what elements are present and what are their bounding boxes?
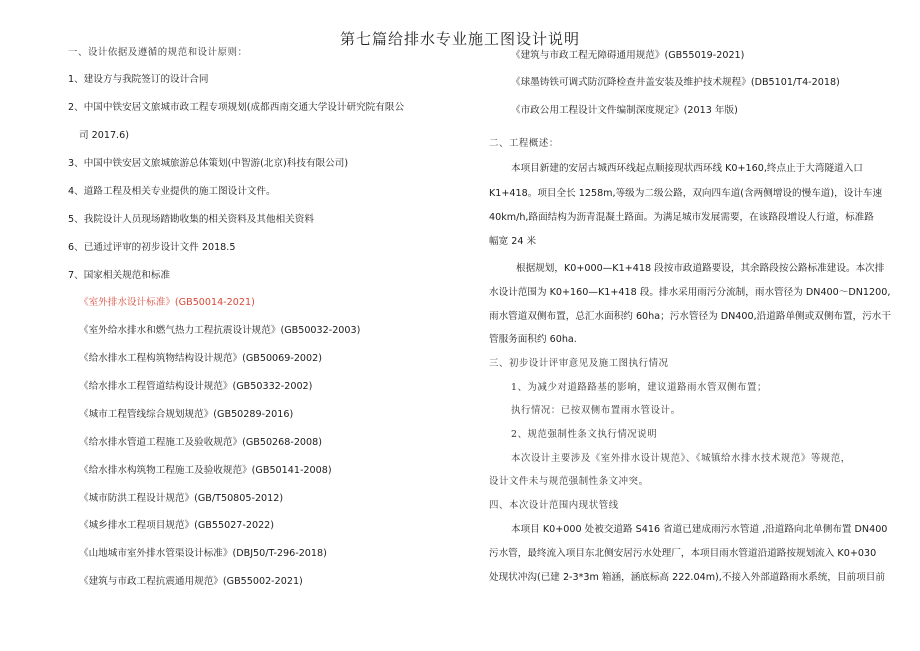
- basis-item: 6、已通过评审的初步设计文件 2018.5: [68, 242, 236, 253]
- standard-item: 《城市防洪工程设计规范》(GB/T50805-2012): [79, 493, 284, 504]
- standard-item-highlighted: 《室外排水设计标准》(GB50014-2021): [79, 297, 255, 308]
- basis-item: 1、建设方与我院签订的设计合同: [68, 74, 209, 85]
- section-heading-basis: 一、设计依据及遵循的规范和设计原则：: [68, 47, 248, 58]
- pipeline-line: 本项目 K0+000 处被交道路 S416 省道已建成雨污水管道 ,沿道路向北单侧布置 DN400: [511, 524, 888, 535]
- section-heading-overview: 二、工程概述：: [489, 138, 559, 149]
- pipeline-line: 污水管，最终流入项目东北侧安居污水处理厂，本项目雨水管道沿道路按规划流入 K0+030: [489, 548, 877, 559]
- plan-line: 水设计范围为 K0+160—K1+418 段。排水采用雨污分流制，雨水管径为 DN400～DN1200,: [489, 287, 891, 298]
- standard-item: 《给水排水管道工程施工及验收规范》(GB50268-2008): [79, 437, 322, 448]
- standard-item: 《市政公用工程设计文件编制深度规定》(2013 年版): [511, 105, 738, 116]
- review-item: 2、规范强制性条文执行情况说明: [511, 429, 658, 440]
- standard-item: 《给水排水构筑物工程施工及验收规范》(GB50141-2008): [79, 465, 332, 476]
- plan-line: 雨水管道双侧布置，总汇水面积约 60ha；污水管径为 DN400,沿道路单侧或双侧布置，污水干: [489, 311, 891, 322]
- standard-item: 《城乡排水工程项目规范》(GB55027-2022): [79, 520, 275, 531]
- standard-item: 《建筑与市政工程抗震通用规范》(GB55002-2021): [79, 576, 303, 587]
- basis-item: 5、我院设计人员现场踏勘收集的相关资料及其他相关资料: [68, 214, 314, 225]
- mandatory-line: 本次设计主要涉及《室外排水设计规范》、《城镇给水排水技术规范》等规范，: [511, 453, 851, 464]
- overview-line: 40km/h,路面结构为沥青混凝土路面。为满足城市发展需要，在该路段增设人行道，标准路: [489, 212, 874, 223]
- standard-item: 《给水排水工程管道结构设计规范》(GB50332-2002): [79, 381, 313, 392]
- basis-item-continuation: 司 2017.6): [79, 130, 129, 141]
- standard-item: 《室外给水排水和燃气热力工程抗震设计规范》(GB50032-2003): [79, 325, 361, 336]
- mandatory-line: 设计文件未与规范强制性条文冲突。: [489, 476, 649, 487]
- page-title: 第七篇给排水专业施工图设计说明: [339, 30, 580, 48]
- basis-item: 3、中国中铁安居文旅城旅游总体策划(中智游(北京)科技有限公司): [68, 158, 349, 169]
- basis-item: 2、中国中铁安居文旅城市政工程专项规划(成都西南交通大学设计研究院有限公: [68, 102, 405, 113]
- standard-item: 《给水排水工程构筑物结构设计规范》(GB50069-2002): [79, 353, 322, 364]
- overview-line: K1+418。项目全长 1258m,等级为二级公路，双向四车道(含两侧增设的慢车道)，设计车速: [489, 188, 883, 199]
- standard-item: 《山地城市室外排水管渠设计标准》(DBJ50/T-296-2018): [79, 548, 327, 559]
- plan-line: 根据规划，K0+000—K1+418 段按市政道路要设，其余路段按公路标准建设。本次排: [516, 263, 885, 274]
- review-item: 1、为减少对道路路基的影响，建议道路雨水管双侧布置；: [511, 382, 767, 393]
- basis-item: 4、道路工程及相关专业提供的施工图设计文件。: [68, 186, 276, 197]
- standard-item: 《建筑与市政工程无障碍通用规范》(GB55019-2021): [511, 50, 745, 61]
- standard-item: 《球墨铸铁可调式防沉降检查井盖安装及维护技术规程》(DB5101/T4-2018): [511, 77, 840, 88]
- overview-line: 本项目新建的安居古城西环线起点顺接现状西环线 K0+160,终点止于大湾隧道入口: [511, 163, 863, 174]
- review-execution: 执行情况：已按双侧布置雨水管设计。: [511, 405, 681, 416]
- overview-line: 幅宽 24 米: [489, 236, 537, 247]
- section-heading-review: 三、初步设计评审意见及施工图执行情况: [489, 358, 669, 369]
- standard-item: 《城市工程管线综合规划规范》(GB50289-2016): [79, 409, 294, 420]
- basis-item: 7、国家相关规范和标准: [68, 270, 171, 281]
- section-heading-pipelines: 四、本次设计范围内现状管线: [489, 500, 619, 511]
- plan-line: 管服务面积约 60ha.: [489, 334, 577, 345]
- pipeline-line: 处现状冲沟(已建 2-3*3m 箱涵，涵底标高 222.04m),不接入外部道路雨水系统，目前项目前: [489, 572, 885, 583]
